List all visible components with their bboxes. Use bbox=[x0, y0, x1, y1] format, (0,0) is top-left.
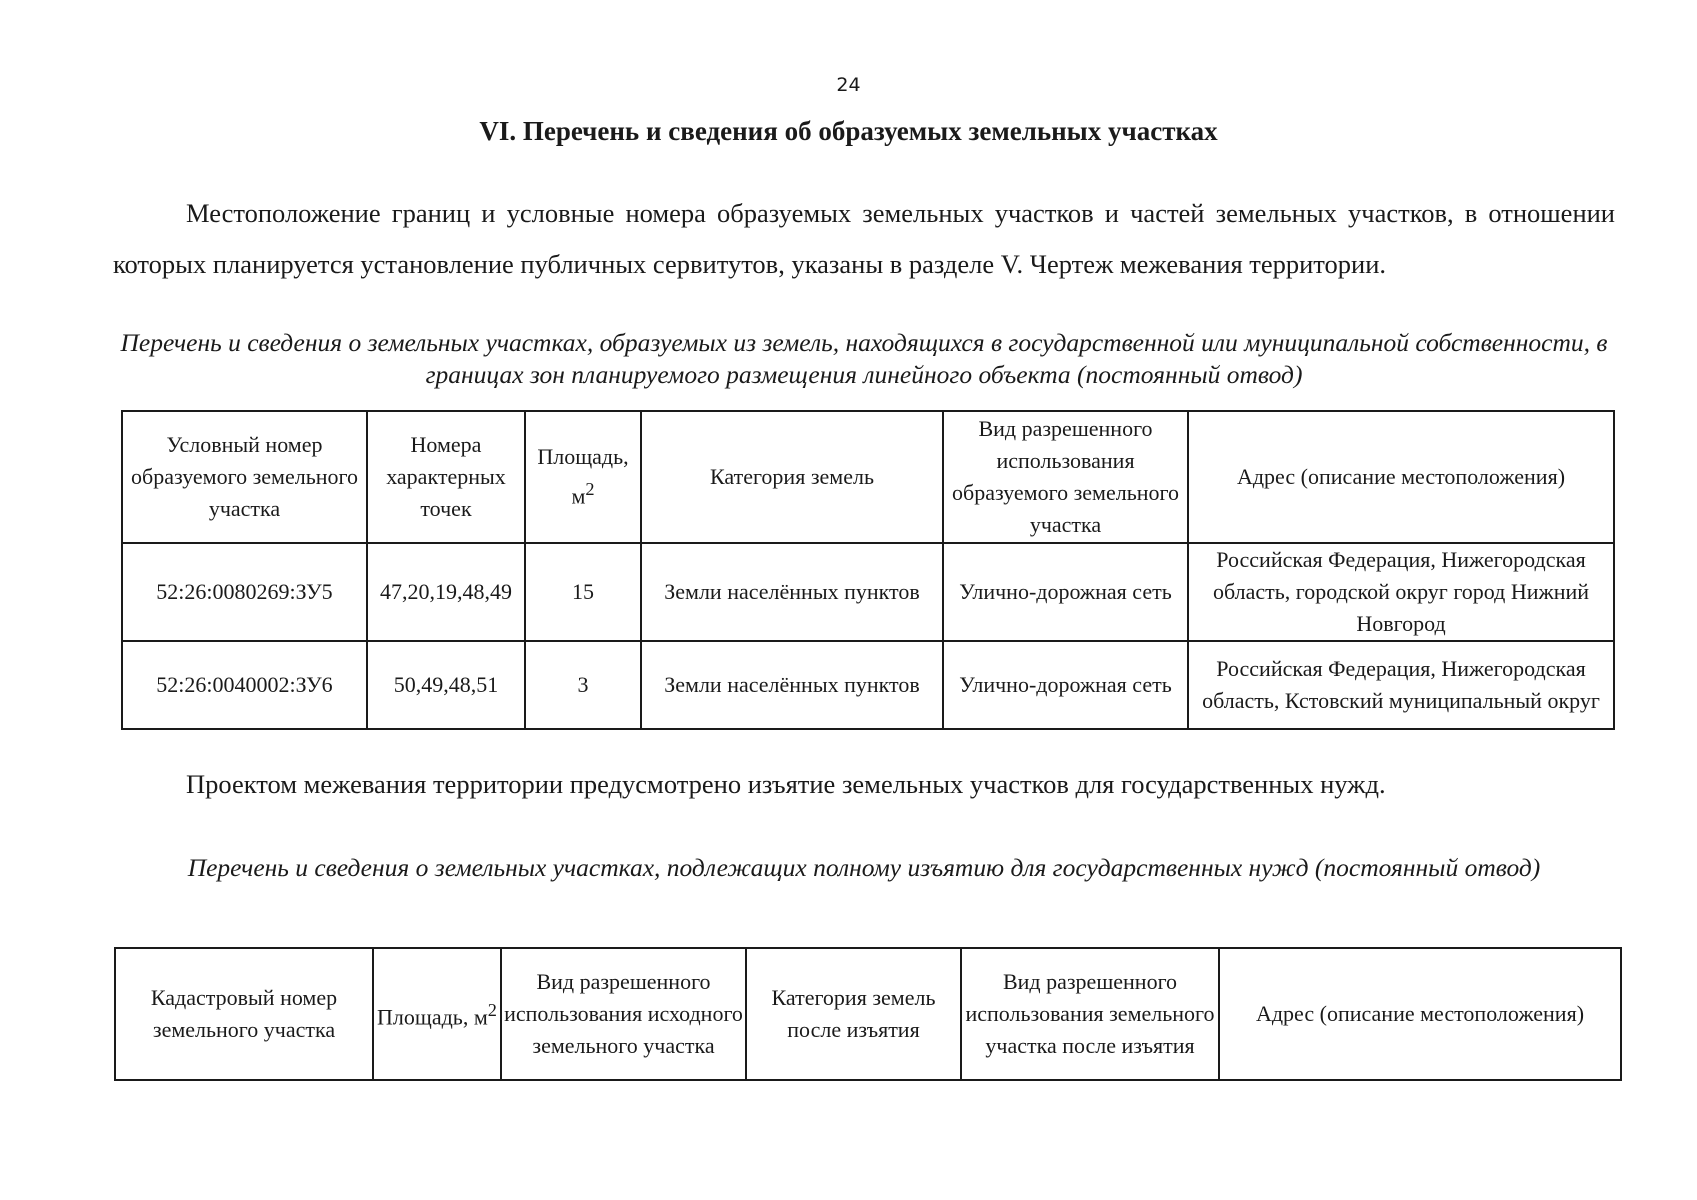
cell-category: Земли населённых пунктов bbox=[641, 543, 943, 641]
table1-formed-plots bbox=[121, 410, 1615, 730]
cell-area: 3 bbox=[525, 641, 641, 729]
table2-header-cadastral: Кадастровый номер земельного участка bbox=[115, 948, 373, 1080]
table2-header-area-sup: 2 bbox=[487, 1000, 497, 1021]
table1-header-category: Категория земель bbox=[641, 411, 943, 543]
table1-header-area-sup: 2 bbox=[585, 479, 595, 500]
cell-points: 47,20,19,48,49 bbox=[367, 543, 525, 641]
cell-area: 15 bbox=[525, 543, 641, 641]
cell-number: 52:26:0080269:ЗУ5 bbox=[122, 543, 367, 641]
table1-header-address: Адрес (описание местоположения) bbox=[1188, 411, 1614, 543]
cell-address: Российская Федерация, Нижегородская область, Кстовский муниципальный округ bbox=[1188, 641, 1614, 729]
table2-header-category-after: Категория земель после изъятия bbox=[746, 948, 961, 1080]
table1-header-row bbox=[122, 411, 1614, 543]
cell-category: Земли населённых пунктов bbox=[641, 641, 943, 729]
table2-expropriated-plots bbox=[114, 947, 1622, 1081]
cell-use: Улично-дорожная сеть bbox=[943, 641, 1188, 729]
table2-header-area-label: Площадь, м bbox=[377, 1004, 488, 1030]
page-number: 24 bbox=[836, 74, 861, 96]
cell-points: 50,49,48,51 bbox=[367, 641, 525, 729]
table1-header-use: Вид разрешенного использования образуемого земельного участка bbox=[943, 411, 1188, 543]
table1-caption: Перечень и сведения о земельных участках, образуемых из земель, находящихся в государственной или муниципальной собственности, в границах зон планируемого размещения линейного объекта (постоянный отвод) bbox=[120, 328, 1608, 389]
table2-header-row bbox=[115, 948, 1621, 1080]
expropriation-statement: Проектом межевания территории предусмотрено изъятие земельных участков для государственных нужд. bbox=[186, 769, 1386, 799]
section-title: VI. Перечень и сведения об образуемых земельных участках bbox=[479, 116, 1218, 146]
cell-address: Российская Федерация, Нижегородская область, городской округ город Нижний Новгород bbox=[1188, 543, 1614, 641]
table1-header-area-label: Площадь, м bbox=[537, 444, 629, 509]
table2-header-address: Адрес (описание местоположения) bbox=[1219, 948, 1621, 1080]
table1-header-area bbox=[525, 411, 641, 543]
table2-caption: Перечень и сведения о земельных участках, подлежащих полному изъятию для государственных нужд (постоянный отвод) bbox=[187, 853, 1541, 882]
table-row bbox=[122, 641, 1614, 729]
intro-paragraph: Местоположение границ и условные номера образуемых земельных участков и частей земельных участков, в отношении которых планируется установление публичных сервитутов, указаны в разделе V. Чертеж межевания территории. bbox=[113, 198, 1615, 279]
table2-header-use-before: Вид разрешенного использования исходного земельного участка bbox=[501, 948, 746, 1080]
cell-number: 52:26:0040002:ЗУ6 bbox=[122, 641, 367, 729]
table1-header-number: Условный номер образуемого земельного участка bbox=[122, 411, 367, 543]
table1-header-points: Номера характерных точек bbox=[367, 411, 525, 543]
table2-header-area bbox=[373, 948, 501, 1080]
table-row bbox=[122, 543, 1614, 641]
table2-header-use-after: Вид разрешенного использования земельного участка после изъятия bbox=[961, 948, 1219, 1080]
cell-use: Улично-дорожная сеть bbox=[943, 543, 1188, 641]
